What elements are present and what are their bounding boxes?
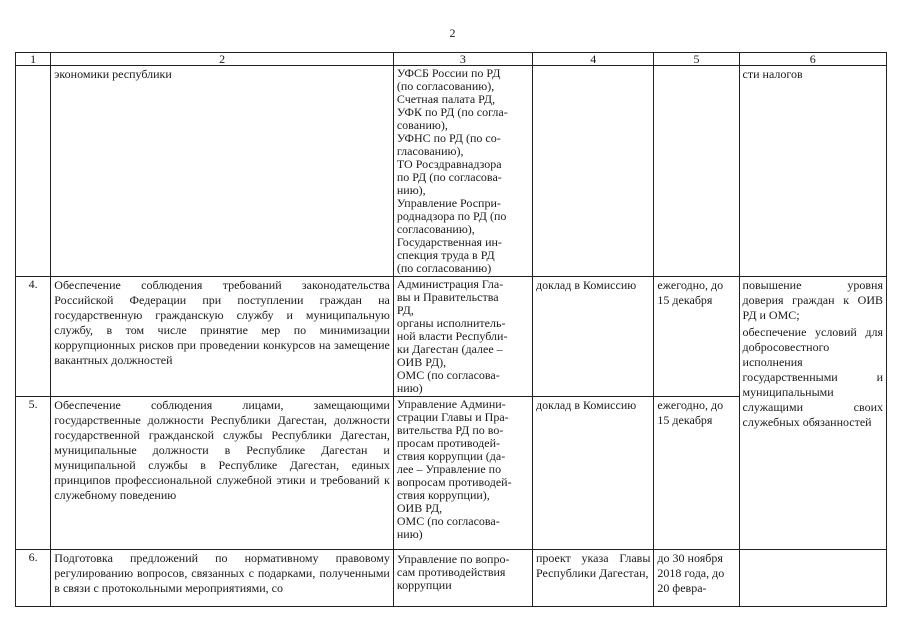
column-header: 1 — [16, 53, 51, 66]
expected-result — [739, 277, 886, 550]
deadline: ежегодно, до 15 декабря — [654, 397, 739, 550]
executor-line: гласованию), — [396, 144, 464, 158]
executor-line: нию), — [396, 183, 426, 197]
executors-cell — [393, 277, 532, 397]
measure-description: экономики республики — [51, 66, 394, 277]
report-form: проект указа Главы Республики Дагестан, — [532, 550, 653, 607]
executor-line: Управление Админи- — [396, 397, 506, 411]
executor-line: спекция труда в РД — [396, 248, 495, 262]
row-number: 4. — [16, 277, 51, 397]
column-header: 4 — [532, 53, 653, 66]
executors-cell — [393, 66, 532, 277]
column-header: 2 — [51, 53, 394, 66]
executor-line: сованию), — [396, 118, 448, 132]
executor-line: РД, — [396, 303, 414, 317]
executor-line: коррупции — [396, 578, 452, 592]
deadline: ежегодно, до 15 декабря — [654, 277, 739, 397]
executor-line: вительства РД по во- — [396, 423, 504, 437]
row-number — [16, 66, 51, 277]
result-item: обеспечение условий для добросовестного исполнения государственными и муниципальными служащими своих служебных обязанностей — [742, 325, 883, 429]
row-number: 5. — [16, 397, 51, 550]
executor-line: нию) — [396, 381, 423, 395]
executors-cell — [393, 550, 532, 607]
executor-line: ки Дагестан (далее – — [396, 342, 503, 356]
executor-line: ствия коррупции (да- — [396, 449, 506, 463]
executor-line: (по согласованию), — [396, 79, 495, 93]
column-header: 3 — [393, 53, 532, 66]
executor-line: ОИВ РД, — [396, 501, 443, 515]
executor-line: страции Главы и Пра- — [396, 410, 509, 424]
column-header: 5 — [654, 53, 739, 66]
executor-line: Администрация Гла- — [396, 277, 504, 291]
executor-line: вы и Правительства — [396, 290, 499, 304]
deadline — [654, 66, 739, 277]
executor-line: УФК по РД (по согла- — [396, 105, 508, 119]
report-form — [532, 66, 653, 277]
result-item: повышение уровня доверия граждан к ОИВ РД и ОМС; — [742, 278, 883, 322]
executor-line: вопросам противодей- — [396, 475, 512, 489]
executor-line: нию) — [396, 527, 423, 541]
column-number-row — [16, 53, 887, 66]
executor-line: сам противодействия — [396, 565, 506, 579]
executor-line: ОМС (по согласова- — [396, 514, 500, 528]
measures-table — [15, 52, 887, 607]
executor-line: (по согласованию) — [396, 261, 492, 275]
executor-line: Государственная ин- — [396, 235, 502, 249]
executor-line: ствия коррупции), — [396, 488, 490, 502]
executor-line: ТО Росздравнадзора — [396, 157, 502, 171]
executor-line: по РД (по согласова- — [396, 170, 502, 184]
executor-line: согласованию), — [396, 222, 475, 236]
page-number: 2 — [449, 26, 456, 40]
measure-description: Обеспечение соблюдения требований законодательства Российской Федерации при поступлении граждан на государственную гражданскую службу и муниципальную службу, в том числе принятие мер по минимизации коррупционных рисков при проведении конкурсов на замещение вакантных должностей — [51, 277, 394, 397]
executor-line: Управление Роспри- — [396, 196, 501, 210]
executor-line: УФНС по РД (по со- — [396, 131, 501, 145]
table-row — [16, 277, 887, 397]
executor-line: УФСБ России по РД — [396, 66, 501, 80]
deadline: до 30 ноября 2018 года, до 20 февра- — [654, 550, 739, 607]
report-form: доклад в Комиссию — [532, 277, 653, 397]
executor-line: Управление по вопро- — [396, 552, 510, 566]
expected-result: сти налогов — [739, 66, 886, 277]
executor-line: просам противодей- — [396, 436, 500, 450]
row-number: 6. — [16, 550, 51, 607]
executors-cell — [393, 397, 532, 550]
table-row — [16, 550, 887, 607]
report-form: доклад в Комиссию — [532, 397, 653, 550]
executor-line: роднадзора по РД (по — [396, 209, 507, 223]
executor-line: Счетная палата РД, — [396, 92, 496, 106]
expected-result — [739, 550, 886, 607]
executor-line: ОИВ РД), — [396, 355, 447, 369]
column-header: 6 — [739, 53, 886, 66]
executor-line: лее – Управление по — [396, 462, 502, 476]
executor-line: ной власти Республи- — [396, 329, 508, 343]
table-row — [16, 66, 887, 277]
measure-description: Обеспечение соблюдения лицами, замещающими государственные должности Республики Дагестан, должности государственной гражданской службы Республики Дагестан, муниципальные должности в Республике Дагестан и муниципальной службы в Республике Дагестан, единых принципов профессиональной служебной этики и требований к служебному поведению — [51, 397, 394, 550]
measure-description: Подготовка предложений по нормативному правовому регулированию вопросов, связанных с подарками, полученными в связи с протокольными мероприятиями, со — [51, 550, 394, 607]
executor-line: органы исполнитель- — [396, 316, 506, 330]
executor-line: ОМС (по согласова- — [396, 368, 500, 382]
